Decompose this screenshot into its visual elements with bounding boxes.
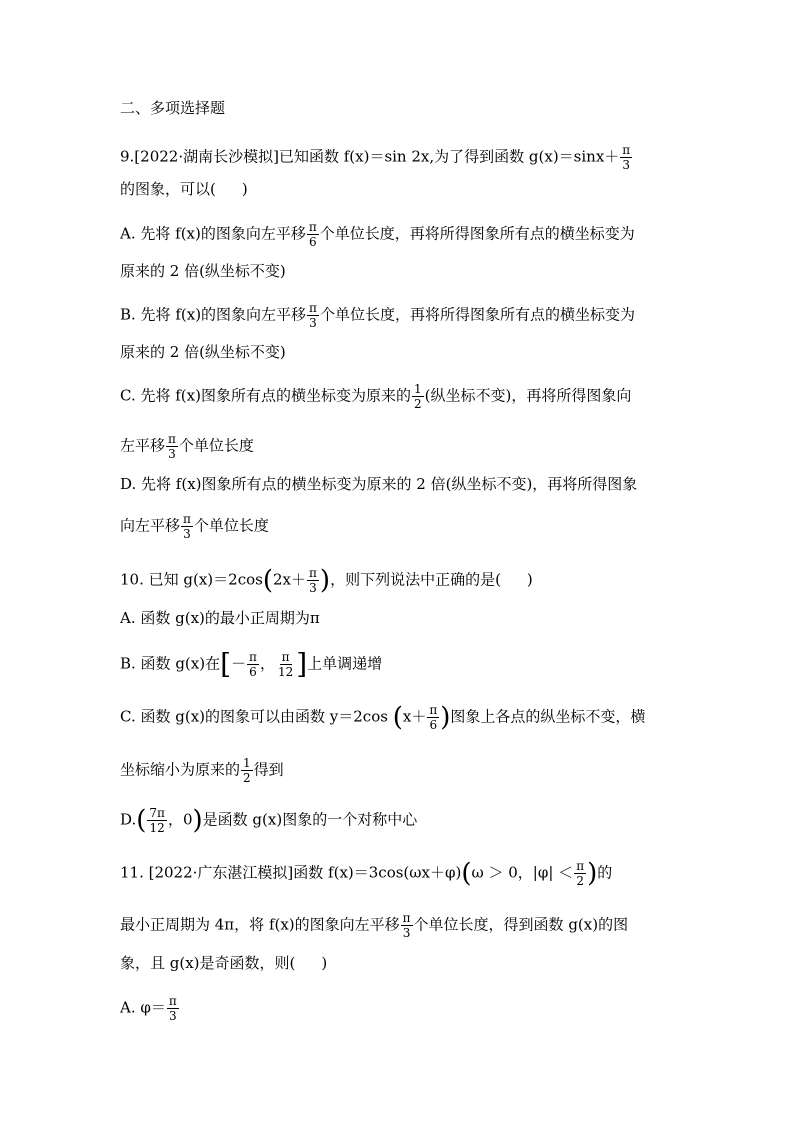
q9-b-text1: B. 先将 f(x)的图象向左平移 bbox=[120, 305, 307, 324]
right-paren: ) bbox=[440, 702, 451, 733]
q9-c-line2-text1: 左平移 bbox=[120, 436, 166, 455]
frac-den: 2 bbox=[243, 771, 251, 785]
q9-stem-text: 9.[2022·湖南长沙模拟]已知函数 f(x)＝sin 2x,为了得到函数 g(x)＝sinx＋ bbox=[120, 147, 620, 166]
q10-option-c bbox=[120, 703, 645, 732]
left-bracket: [ bbox=[220, 647, 232, 681]
q9-stem-line2-text: 的图象，可以( bbox=[120, 180, 216, 198]
q10-b-comma: ， bbox=[259, 654, 275, 673]
q9-d-line2-text1: 向左平移 bbox=[120, 516, 181, 535]
frac-den: 6 bbox=[249, 665, 257, 679]
q9-option-b-line2: 原来的 2 倍(纵坐标不变) bbox=[120, 343, 286, 361]
q10-d-text1: D. bbox=[120, 810, 137, 829]
frac-num: π bbox=[309, 301, 317, 315]
q10-c-line2-fraction bbox=[241, 756, 253, 785]
q10-b-fraction1 bbox=[247, 650, 259, 679]
left-paren: ( bbox=[392, 702, 403, 733]
frac-den: 3 bbox=[309, 581, 317, 595]
right-paren: ) bbox=[587, 858, 598, 889]
q9-c-fraction bbox=[412, 382, 424, 411]
q10-d-fraction bbox=[147, 806, 167, 835]
q9-c-text1: C. 先将 f(x)图象所有点的横坐标变为原来的 bbox=[120, 386, 411, 405]
q9-option-c-line2 bbox=[120, 432, 254, 461]
frac-num: 1 bbox=[243, 756, 251, 770]
frac-num: π bbox=[576, 859, 585, 873]
q9-answer-blank-end: ) bbox=[241, 180, 248, 198]
q9-d-line2-text2: 个单位长度 bbox=[193, 516, 269, 535]
frac-den: 2 bbox=[576, 874, 584, 888]
q11-answer-blank-end: ) bbox=[321, 954, 328, 972]
q10-b-text2: 上单调递增 bbox=[307, 654, 383, 673]
q10-c-fraction bbox=[427, 703, 439, 732]
q9-option-d: D. 先将 f(x)图象所有点的横坐标变为原来的 2 倍(纵坐标不变)，再将所得图象 bbox=[120, 475, 638, 493]
frac-num: π bbox=[308, 220, 317, 234]
frac-den: 3 bbox=[183, 527, 191, 541]
q10-option-d bbox=[120, 806, 417, 835]
q10-option-c-line2 bbox=[120, 756, 284, 785]
frac-num: π bbox=[622, 143, 631, 157]
frac-num: π bbox=[429, 703, 438, 717]
q11-stem-line2 bbox=[120, 911, 628, 940]
frac-den: 3 bbox=[169, 1009, 177, 1023]
q10-b-text1: B. 函数 g(x)在 bbox=[120, 654, 221, 673]
q10-d-comma: ，0 bbox=[167, 810, 193, 829]
frac-den: 3 bbox=[622, 158, 631, 172]
q9-d-line2-fraction bbox=[181, 512, 193, 541]
q9-c-text2: (纵坐标不变)，再将所得图象向 bbox=[424, 386, 632, 405]
q10-d-text2: 是函数 g(x)图象的一个对称中心 bbox=[202, 810, 418, 829]
frac-den: 3 bbox=[309, 316, 317, 330]
frac-num: 1 bbox=[413, 382, 422, 396]
frac-den: 12 bbox=[277, 665, 294, 679]
q9-c-line2-text2: 个单位长度 bbox=[178, 436, 254, 455]
left-paren: ( bbox=[136, 805, 147, 836]
q9-stem bbox=[120, 143, 633, 172]
q11-option-a bbox=[120, 994, 180, 1023]
q9-stem-line2 bbox=[120, 179, 248, 199]
q11-a-text1: A. φ＝ bbox=[120, 998, 166, 1017]
left-paren: ( bbox=[262, 565, 273, 596]
q10-option-a: A. 函数 g(x)的最小正周期为π bbox=[120, 609, 320, 627]
right-bracket: ] bbox=[296, 647, 308, 681]
q11-line2-text2: 个单位长度，得到函数 g(x)的图 bbox=[413, 915, 629, 934]
frac-den: 6 bbox=[429, 718, 438, 732]
q10-c-text1: C. 函数 g(x)的图象可以由函数 y＝2cos bbox=[120, 707, 388, 726]
q9-option-b bbox=[120, 301, 635, 330]
q10-stem bbox=[120, 566, 533, 595]
q9-option-a bbox=[120, 220, 635, 249]
right-paren: ) bbox=[319, 565, 331, 596]
q11-stem-line3 bbox=[120, 953, 327, 973]
frac-den: 3 bbox=[402, 926, 411, 940]
q9-a-text1: A. 先将 f(x)的图象向左平移 bbox=[120, 224, 306, 243]
q10-stem-inner: 2x＋ bbox=[273, 570, 307, 589]
frac-num: π bbox=[281, 650, 290, 664]
frac-num: π bbox=[168, 994, 177, 1008]
right-paren: ) bbox=[192, 805, 203, 836]
q10-c-text2: 图象上各点的纵坐标不变，横 bbox=[450, 707, 646, 726]
q10-c-line2-text1: 坐标缩小为原来的 bbox=[120, 760, 241, 779]
q10-c-inner: x＋ bbox=[402, 707, 427, 726]
q10-stem-text2: ，则下列说法中正确的是( bbox=[330, 570, 501, 589]
frac-den: 12 bbox=[149, 821, 165, 835]
q11-stem bbox=[120, 859, 612, 888]
q11-line3-text: 象，且 g(x)是奇函数，则( bbox=[120, 954, 296, 972]
q10-answer-blank-end: ) bbox=[526, 570, 533, 589]
q11-line2-fraction bbox=[401, 911, 413, 940]
q9-option-c bbox=[120, 382, 631, 411]
q10-stem-text1: 10. 已知 g(x)＝2cos bbox=[120, 570, 263, 589]
q10-stem-fraction bbox=[307, 566, 319, 595]
q11-a-fraction bbox=[167, 994, 179, 1023]
frac-den: 2 bbox=[413, 397, 422, 411]
q9-b-text2: 个单位长度，再将所得图象所有点的横坐标变为 bbox=[319, 305, 635, 324]
frac-num: π bbox=[183, 512, 191, 526]
q9-option-a-line2: 原来的 2 倍(纵坐标不变) bbox=[120, 262, 286, 280]
q11-stem-text2: 的 bbox=[597, 863, 613, 882]
section-title: 二、多项选择题 bbox=[120, 99, 226, 117]
frac-num: π bbox=[249, 650, 257, 664]
q10-c-line2-text2: 得到 bbox=[253, 760, 284, 779]
frac-num: π bbox=[309, 566, 317, 580]
frac-num: 7π bbox=[149, 806, 165, 820]
q9-option-d-line2 bbox=[120, 512, 269, 541]
q10-option-b bbox=[120, 647, 383, 681]
q9-b-fraction bbox=[307, 301, 319, 330]
left-paren: ( bbox=[461, 858, 472, 889]
q9-c-line2-fraction bbox=[166, 432, 178, 461]
q11-stem-text1: 11. [2022·广东湛江模拟]函数 f(x)＝3cos(ωx＋φ) bbox=[120, 863, 462, 882]
q11-stem-fraction bbox=[574, 859, 586, 888]
q9-a-fraction bbox=[307, 220, 319, 249]
q11-line2-text1: 最小正周期为 4π，将 f(x)的图象向左平移 bbox=[120, 915, 400, 934]
frac-num: π bbox=[168, 432, 176, 446]
q9-stem-fraction bbox=[620, 143, 632, 172]
q10-b-minus: － bbox=[231, 654, 247, 673]
frac-den: 3 bbox=[168, 447, 176, 461]
frac-den: 6 bbox=[308, 235, 317, 249]
q10-b-fraction2 bbox=[276, 650, 295, 679]
frac-num: π bbox=[402, 911, 411, 925]
q9-a-text2: 个单位长度，再将所得图象所有点的横坐标变为 bbox=[319, 224, 635, 243]
q11-stem-condition: ω ＞ 0，|φ| ＜ bbox=[471, 863, 574, 882]
